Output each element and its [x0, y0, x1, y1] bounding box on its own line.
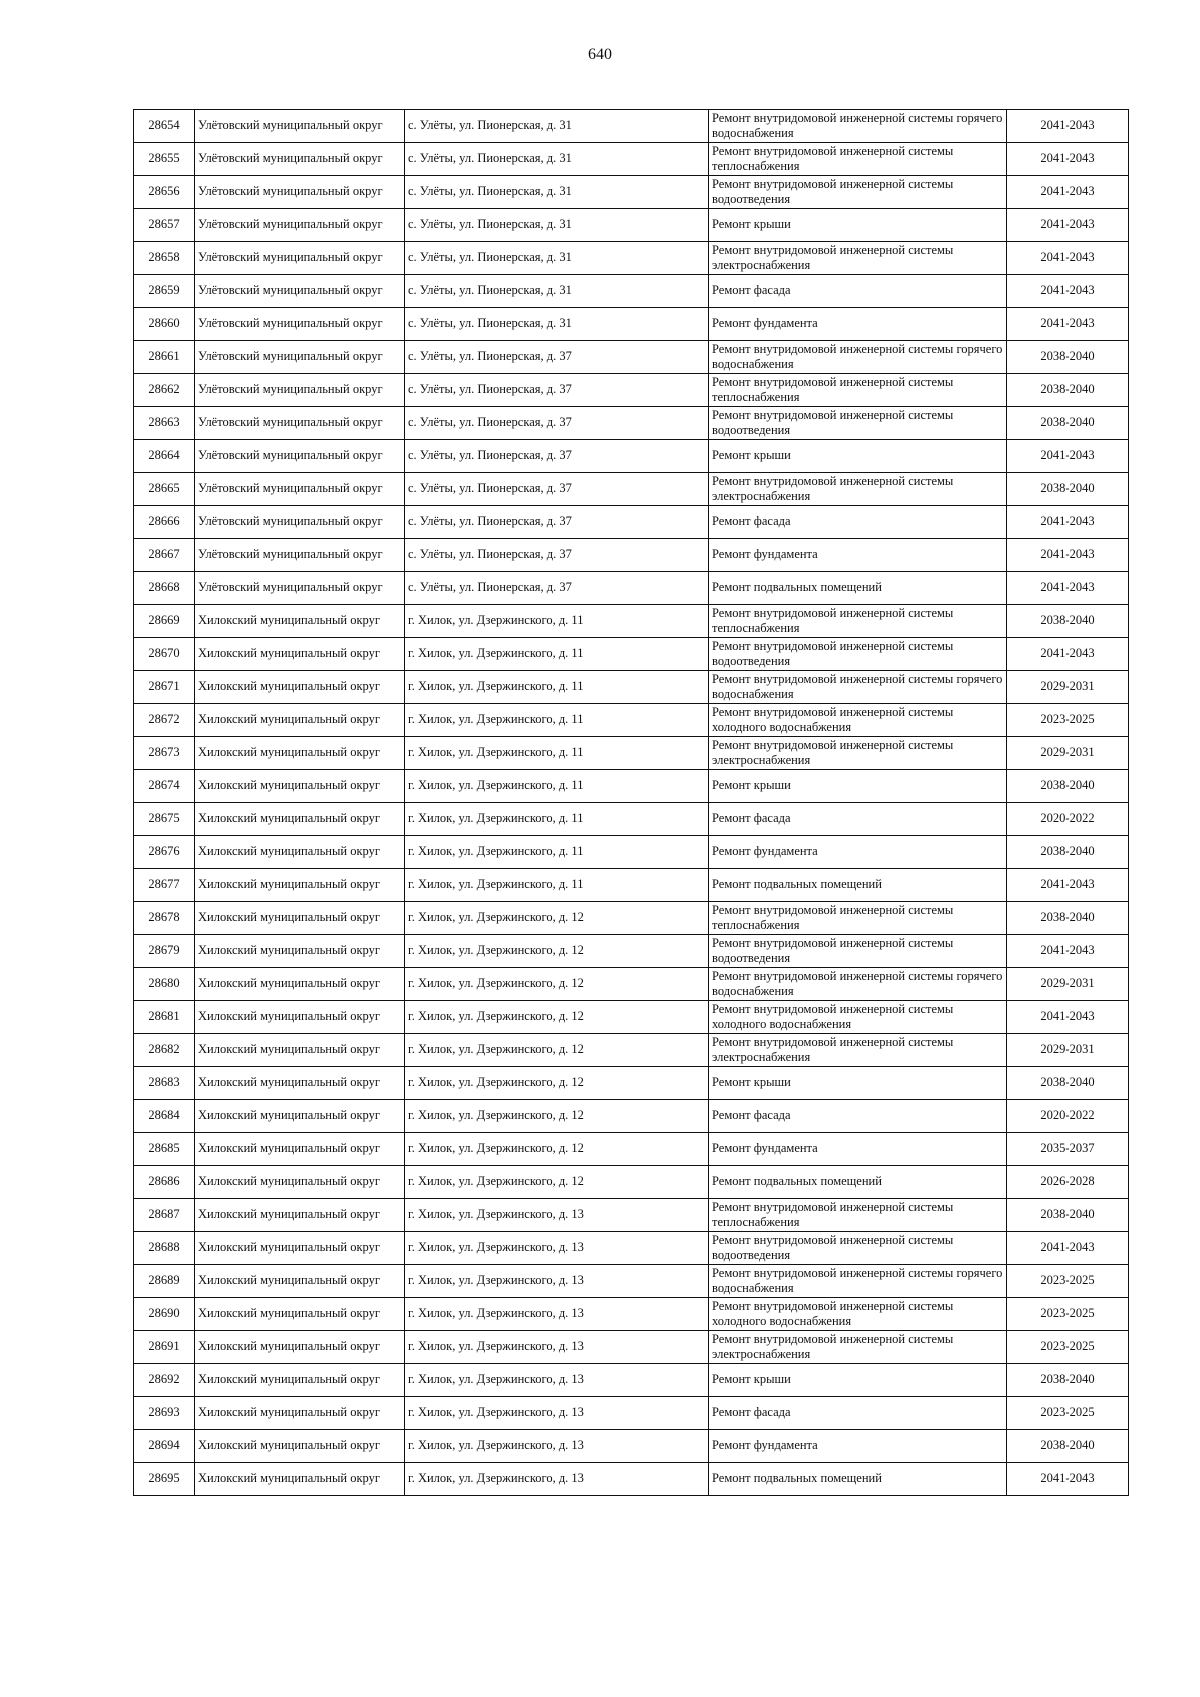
work-type-cell: Ремонт фасада: [709, 506, 1007, 539]
address-cell: г. Хилок, ул. Дзержинского, д. 12: [405, 1034, 709, 1067]
address-cell: г. Хилок, ул. Дзержинского, д. 13: [405, 1199, 709, 1232]
row-number-cell: 28660: [134, 308, 195, 341]
repair-schedule-table: [133, 109, 1129, 1496]
work-type-cell: Ремонт фундамента: [709, 308, 1007, 341]
work-type-cell: Ремонт внутридомовой инженерной системы теплоснабжения: [709, 143, 1007, 176]
row-number-cell: 28668: [134, 572, 195, 605]
table-row: [134, 1001, 1129, 1034]
period-cell: 2020-2022: [1007, 803, 1129, 836]
address-cell: г. Хилок, ул. Дзержинского, д. 12: [405, 902, 709, 935]
period-cell: 2023-2025: [1007, 1397, 1129, 1430]
period-cell: 2038-2040: [1007, 1199, 1129, 1232]
address-cell: с. Улёты, ул. Пионерская, д. 37: [405, 374, 709, 407]
municipal-district-cell: Хилокский муниципальный округ: [195, 1232, 405, 1265]
address-cell: г. Хилок, ул. Дзержинского, д. 12: [405, 1133, 709, 1166]
period-cell: 2041-2043: [1007, 638, 1129, 671]
work-type-cell: Ремонт фундамента: [709, 1133, 1007, 1166]
period-cell: 2041-2043: [1007, 935, 1129, 968]
table-row: [134, 968, 1129, 1001]
row-number-cell: 28657: [134, 209, 195, 242]
work-type-cell: Ремонт подвальных помещений: [709, 1463, 1007, 1496]
period-cell: 2041-2043: [1007, 242, 1129, 275]
municipal-district-cell: Улётовский муниципальный округ: [195, 143, 405, 176]
work-type-cell: Ремонт внутридомовой инженерной системы холодного водоснабжения: [709, 1001, 1007, 1034]
municipal-district-cell: Улётовский муниципальный округ: [195, 242, 405, 275]
table-row: [134, 1265, 1129, 1298]
address-cell: с. Улёты, ул. Пионерская, д. 31: [405, 176, 709, 209]
municipal-district-cell: Хилокский муниципальный округ: [195, 1364, 405, 1397]
row-number-cell: 28694: [134, 1430, 195, 1463]
municipal-district-cell: Хилокский муниципальный округ: [195, 638, 405, 671]
municipal-district-cell: Хилокский муниципальный округ: [195, 704, 405, 737]
municipal-district-cell: Хилокский муниципальный округ: [195, 1166, 405, 1199]
municipal-district-cell: Хилокский муниципальный округ: [195, 1463, 405, 1496]
period-cell: 2038-2040: [1007, 770, 1129, 803]
row-number-cell: 28667: [134, 539, 195, 572]
table-row: [134, 638, 1129, 671]
period-cell: 2029-2031: [1007, 1034, 1129, 1067]
municipal-district-cell: Улётовский муниципальный округ: [195, 308, 405, 341]
work-type-cell: Ремонт крыши: [709, 209, 1007, 242]
work-type-cell: Ремонт внутридомовой инженерной системы электроснабжения: [709, 737, 1007, 770]
work-type-cell: Ремонт внутридомовой инженерной системы горячего водоснабжения: [709, 1265, 1007, 1298]
work-type-cell: Ремонт внутридомовой инженерной системы теплоснабжения: [709, 1199, 1007, 1232]
municipal-district-cell: Улётовский муниципальный округ: [195, 572, 405, 605]
table-row: [134, 1430, 1129, 1463]
municipal-district-cell: Хилокский муниципальный округ: [195, 902, 405, 935]
row-number-cell: 28666: [134, 506, 195, 539]
row-number-cell: 28656: [134, 176, 195, 209]
period-cell: 2041-2043: [1007, 440, 1129, 473]
address-cell: г. Хилок, ул. Дзержинского, д. 13: [405, 1232, 709, 1265]
period-cell: 2023-2025: [1007, 704, 1129, 737]
address-cell: г. Хилок, ул. Дзержинского, д. 12: [405, 1001, 709, 1034]
table-row: [134, 572, 1129, 605]
work-type-cell: Ремонт внутридомовой инженерной системы теплоснабжения: [709, 605, 1007, 638]
municipal-district-cell: Хилокский муниципальный округ: [195, 803, 405, 836]
table-row: [134, 704, 1129, 737]
period-cell: 2038-2040: [1007, 473, 1129, 506]
table-row: [134, 1067, 1129, 1100]
row-number-cell: 28677: [134, 869, 195, 902]
municipal-district-cell: Хилокский муниципальный округ: [195, 737, 405, 770]
work-type-cell: Ремонт внутридомовой инженерной системы холодного водоснабжения: [709, 1298, 1007, 1331]
municipal-district-cell: Улётовский муниципальный округ: [195, 473, 405, 506]
address-cell: г. Хилок, ул. Дзержинского, д. 13: [405, 1298, 709, 1331]
table-row: [134, 1232, 1129, 1265]
address-cell: г. Хилок, ул. Дзержинского, д. 13: [405, 1331, 709, 1364]
table-row: [134, 935, 1129, 968]
row-number-cell: 28692: [134, 1364, 195, 1397]
table-row: [134, 737, 1129, 770]
work-type-cell: Ремонт крыши: [709, 440, 1007, 473]
work-type-cell: Ремонт подвальных помещений: [709, 572, 1007, 605]
row-number-cell: 28684: [134, 1100, 195, 1133]
address-cell: г. Хилок, ул. Дзержинского, д. 11: [405, 836, 709, 869]
address-cell: г. Хилок, ул. Дзержинского, д. 12: [405, 1067, 709, 1100]
address-cell: г. Хилок, ул. Дзержинского, д. 11: [405, 704, 709, 737]
table-row: [134, 1331, 1129, 1364]
municipal-district-cell: Улётовский муниципальный округ: [195, 407, 405, 440]
period-cell: 2041-2043: [1007, 143, 1129, 176]
address-cell: г. Хилок, ул. Дзержинского, д. 11: [405, 803, 709, 836]
table-row: [134, 770, 1129, 803]
work-type-cell: Ремонт внутридомовой инженерной системы теплоснабжения: [709, 902, 1007, 935]
period-cell: 2038-2040: [1007, 374, 1129, 407]
municipal-district-cell: Хилокский муниципальный округ: [195, 869, 405, 902]
municipal-district-cell: Улётовский муниципальный округ: [195, 374, 405, 407]
work-type-cell: Ремонт фасада: [709, 1397, 1007, 1430]
period-cell: 2038-2040: [1007, 836, 1129, 869]
row-number-cell: 28683: [134, 1067, 195, 1100]
address-cell: г. Хилок, ул. Дзержинского, д. 12: [405, 1166, 709, 1199]
work-type-cell: Ремонт внутридомовой инженерной системы теплоснабжения: [709, 374, 1007, 407]
row-number-cell: 28675: [134, 803, 195, 836]
row-number-cell: 28686: [134, 1166, 195, 1199]
row-number-cell: 28662: [134, 374, 195, 407]
table-row: [134, 440, 1129, 473]
work-type-cell: Ремонт крыши: [709, 770, 1007, 803]
address-cell: с. Улёты, ул. Пионерская, д. 31: [405, 275, 709, 308]
work-type-cell: Ремонт внутридомовой инженерной системы горячего водоснабжения: [709, 968, 1007, 1001]
table-row: [134, 1034, 1129, 1067]
row-number-cell: 28685: [134, 1133, 195, 1166]
work-type-cell: Ремонт внутридомовой инженерной системы горячего водоснабжения: [709, 341, 1007, 374]
row-number-cell: 28693: [134, 1397, 195, 1430]
work-type-cell: Ремонт внутридомовой инженерной системы водоотведения: [709, 638, 1007, 671]
row-number-cell: 28654: [134, 110, 195, 143]
row-number-cell: 28665: [134, 473, 195, 506]
row-number-cell: 28670: [134, 638, 195, 671]
work-type-cell: Ремонт крыши: [709, 1364, 1007, 1397]
table-row: [134, 275, 1129, 308]
row-number-cell: 28669: [134, 605, 195, 638]
municipal-district-cell: Хилокский муниципальный округ: [195, 1265, 405, 1298]
row-number-cell: 28689: [134, 1265, 195, 1298]
period-cell: 2020-2022: [1007, 1100, 1129, 1133]
period-cell: 2038-2040: [1007, 605, 1129, 638]
work-type-cell: Ремонт внутридомовой инженерной системы водоотведения: [709, 176, 1007, 209]
table-row: [134, 1166, 1129, 1199]
work-type-cell: Ремонт внутридомовой инженерной системы водоотведения: [709, 407, 1007, 440]
table-row: [134, 1364, 1129, 1397]
table-row: [134, 506, 1129, 539]
municipal-district-cell: Улётовский муниципальный округ: [195, 275, 405, 308]
address-cell: г. Хилок, ул. Дзержинского, д. 13: [405, 1364, 709, 1397]
address-cell: г. Хилок, ул. Дзержинского, д. 13: [405, 1430, 709, 1463]
table-row: [134, 539, 1129, 572]
row-number-cell: 28690: [134, 1298, 195, 1331]
work-type-cell: Ремонт внутридомовой инженерной системы горячего водоснабжения: [709, 110, 1007, 143]
row-number-cell: 28687: [134, 1199, 195, 1232]
period-cell: 2041-2043: [1007, 1001, 1129, 1034]
row-number-cell: 28663: [134, 407, 195, 440]
period-cell: 2038-2040: [1007, 407, 1129, 440]
row-number-cell: 28682: [134, 1034, 195, 1067]
period-cell: 2035-2037: [1007, 1133, 1129, 1166]
work-type-cell: Ремонт подвальных помещений: [709, 1166, 1007, 1199]
page-number: 640: [588, 46, 612, 63]
municipal-district-cell: Улётовский муниципальный округ: [195, 209, 405, 242]
period-cell: 2023-2025: [1007, 1265, 1129, 1298]
table-row: [134, 902, 1129, 935]
table-row: [134, 803, 1129, 836]
address-cell: г. Хилок, ул. Дзержинского, д. 13: [405, 1463, 709, 1496]
work-type-cell: Ремонт подвальных помещений: [709, 869, 1007, 902]
table-row: [134, 1133, 1129, 1166]
period-cell: 2041-2043: [1007, 572, 1129, 605]
address-cell: с. Улёты, ул. Пионерская, д. 31: [405, 110, 709, 143]
table-row: [134, 1199, 1129, 1232]
work-type-cell: Ремонт крыши: [709, 1067, 1007, 1100]
table-row: [134, 143, 1129, 176]
work-type-cell: Ремонт внутридомовой инженерной системы водоотведения: [709, 1232, 1007, 1265]
municipal-district-cell: Хилокский муниципальный округ: [195, 1199, 405, 1232]
row-number-cell: 28673: [134, 737, 195, 770]
municipal-district-cell: Улётовский муниципальный округ: [195, 176, 405, 209]
period-cell: 2041-2043: [1007, 869, 1129, 902]
municipal-district-cell: Хилокский муниципальный округ: [195, 1331, 405, 1364]
address-cell: г. Хилок, ул. Дзержинского, д. 11: [405, 638, 709, 671]
table-row: [134, 407, 1129, 440]
table-row: [134, 110, 1129, 143]
work-type-cell: Ремонт фасада: [709, 803, 1007, 836]
municipal-district-cell: Хилокский муниципальный округ: [195, 1397, 405, 1430]
address-cell: г. Хилок, ул. Дзержинского, д. 13: [405, 1265, 709, 1298]
address-cell: г. Хилок, ул. Дзержинского, д. 11: [405, 605, 709, 638]
period-cell: 2023-2025: [1007, 1298, 1129, 1331]
row-number-cell: 28695: [134, 1463, 195, 1496]
address-cell: с. Улёты, ул. Пионерская, д. 37: [405, 473, 709, 506]
period-cell: 2038-2040: [1007, 1067, 1129, 1100]
municipal-district-cell: Хилокский муниципальный округ: [195, 836, 405, 869]
table-row: [134, 242, 1129, 275]
work-type-cell: Ремонт фасада: [709, 1100, 1007, 1133]
table-row: [134, 605, 1129, 638]
work-type-cell: Ремонт внутридомовой инженерной системы электроснабжения: [709, 242, 1007, 275]
period-cell: 2038-2040: [1007, 902, 1129, 935]
table-row: [134, 341, 1129, 374]
table-row: [134, 1397, 1129, 1430]
municipal-district-cell: Хилокский муниципальный округ: [195, 1001, 405, 1034]
period-cell: 2041-2043: [1007, 506, 1129, 539]
table-row: [134, 869, 1129, 902]
period-cell: 2023-2025: [1007, 1331, 1129, 1364]
table-row: [134, 836, 1129, 869]
address-cell: г. Хилок, ул. Дзержинского, д. 11: [405, 737, 709, 770]
municipal-district-cell: Хилокский муниципальный округ: [195, 605, 405, 638]
work-type-cell: Ремонт внутридомовой инженерной системы электроснабжения: [709, 1331, 1007, 1364]
row-number-cell: 28661: [134, 341, 195, 374]
municipal-district-cell: Хилокский муниципальный округ: [195, 1100, 405, 1133]
address-cell: с. Улёты, ул. Пионерская, д. 37: [405, 341, 709, 374]
municipal-district-cell: Хилокский муниципальный округ: [195, 1067, 405, 1100]
row-number-cell: 28688: [134, 1232, 195, 1265]
municipal-district-cell: Улётовский муниципальный округ: [195, 539, 405, 572]
work-type-cell: Ремонт внутридомовой инженерной системы холодного водоснабжения: [709, 704, 1007, 737]
table-row: [134, 1463, 1129, 1496]
address-cell: с. Улёты, ул. Пионерская, д. 31: [405, 209, 709, 242]
municipal-district-cell: Улётовский муниципальный округ: [195, 110, 405, 143]
table-row: [134, 308, 1129, 341]
period-cell: 2029-2031: [1007, 737, 1129, 770]
table-row: [134, 176, 1129, 209]
work-type-cell: Ремонт внутридомовой инженерной системы электроснабжения: [709, 1034, 1007, 1067]
address-cell: с. Улёты, ул. Пионерская, д. 37: [405, 440, 709, 473]
municipal-district-cell: Хилокский муниципальный округ: [195, 935, 405, 968]
period-cell: 2041-2043: [1007, 110, 1129, 143]
row-number-cell: 28664: [134, 440, 195, 473]
period-cell: 2041-2043: [1007, 209, 1129, 242]
address-cell: с. Улёты, ул. Пионерская, д. 37: [405, 539, 709, 572]
work-type-cell: Ремонт внутридомовой инженерной системы водоотведения: [709, 935, 1007, 968]
table-row: [134, 1298, 1129, 1331]
address-cell: г. Хилок, ул. Дзержинского, д. 11: [405, 869, 709, 902]
address-cell: г. Хилок, ул. Дзержинского, д. 12: [405, 968, 709, 1001]
table-row: [134, 209, 1129, 242]
row-number-cell: 28658: [134, 242, 195, 275]
work-type-cell: Ремонт фундамента: [709, 1430, 1007, 1463]
municipal-district-cell: Хилокский муниципальный округ: [195, 968, 405, 1001]
row-number-cell: 28655: [134, 143, 195, 176]
period-cell: 2038-2040: [1007, 1430, 1129, 1463]
work-type-cell: Ремонт фундамента: [709, 539, 1007, 572]
address-cell: с. Улёты, ул. Пионерская, д. 31: [405, 242, 709, 275]
work-type-cell: Ремонт внутридомовой инженерной системы горячего водоснабжения: [709, 671, 1007, 704]
municipal-district-cell: Улётовский муниципальный округ: [195, 341, 405, 374]
address-cell: г. Хилок, ул. Дзержинского, д. 11: [405, 671, 709, 704]
row-number-cell: 28676: [134, 836, 195, 869]
period-cell: 2026-2028: [1007, 1166, 1129, 1199]
municipal-district-cell: Хилокский муниципальный округ: [195, 1430, 405, 1463]
row-number-cell: 28691: [134, 1331, 195, 1364]
work-type-cell: Ремонт фасада: [709, 275, 1007, 308]
municipal-district-cell: Хилокский муниципальный округ: [195, 671, 405, 704]
row-number-cell: 28678: [134, 902, 195, 935]
address-cell: с. Улёты, ул. Пионерская, д. 37: [405, 407, 709, 440]
period-cell: 2041-2043: [1007, 1232, 1129, 1265]
table-row: [134, 1100, 1129, 1133]
work-type-cell: Ремонт фундамента: [709, 836, 1007, 869]
period-cell: 2029-2031: [1007, 671, 1129, 704]
address-cell: г. Хилок, ул. Дзержинского, д. 12: [405, 935, 709, 968]
period-cell: 2041-2043: [1007, 1463, 1129, 1496]
address-cell: с. Улёты, ул. Пионерская, д. 31: [405, 308, 709, 341]
row-number-cell: 28679: [134, 935, 195, 968]
municipal-district-cell: Хилокский муниципальный округ: [195, 1298, 405, 1331]
period-cell: 2038-2040: [1007, 1364, 1129, 1397]
period-cell: 2041-2043: [1007, 176, 1129, 209]
address-cell: с. Улёты, ул. Пионерская, д. 37: [405, 506, 709, 539]
period-cell: 2041-2043: [1007, 539, 1129, 572]
period-cell: 2041-2043: [1007, 308, 1129, 341]
row-number-cell: 28681: [134, 1001, 195, 1034]
municipal-district-cell: Хилокский муниципальный округ: [195, 770, 405, 803]
row-number-cell: 28672: [134, 704, 195, 737]
table-row: [134, 473, 1129, 506]
row-number-cell: 28674: [134, 770, 195, 803]
address-cell: г. Хилок, ул. Дзержинского, д. 11: [405, 770, 709, 803]
address-cell: с. Улёты, ул. Пионерская, д. 31: [405, 143, 709, 176]
row-number-cell: 28671: [134, 671, 195, 704]
table-row: [134, 671, 1129, 704]
municipal-district-cell: Улётовский муниципальный округ: [195, 506, 405, 539]
table-body: [134, 110, 1129, 1496]
municipal-district-cell: Хилокский муниципальный округ: [195, 1034, 405, 1067]
address-cell: г. Хилок, ул. Дзержинского, д. 13: [405, 1397, 709, 1430]
period-cell: 2041-2043: [1007, 275, 1129, 308]
municipal-district-cell: Улётовский муниципальный округ: [195, 440, 405, 473]
row-number-cell: 28680: [134, 968, 195, 1001]
table-row: [134, 374, 1129, 407]
address-cell: с. Улёты, ул. Пионерская, д. 37: [405, 572, 709, 605]
period-cell: 2029-2031: [1007, 968, 1129, 1001]
municipal-district-cell: Хилокский муниципальный округ: [195, 1133, 405, 1166]
work-type-cell: Ремонт внутридомовой инженерной системы электроснабжения: [709, 473, 1007, 506]
address-cell: г. Хилок, ул. Дзержинского, д. 12: [405, 1100, 709, 1133]
period-cell: 2038-2040: [1007, 341, 1129, 374]
row-number-cell: 28659: [134, 275, 195, 308]
